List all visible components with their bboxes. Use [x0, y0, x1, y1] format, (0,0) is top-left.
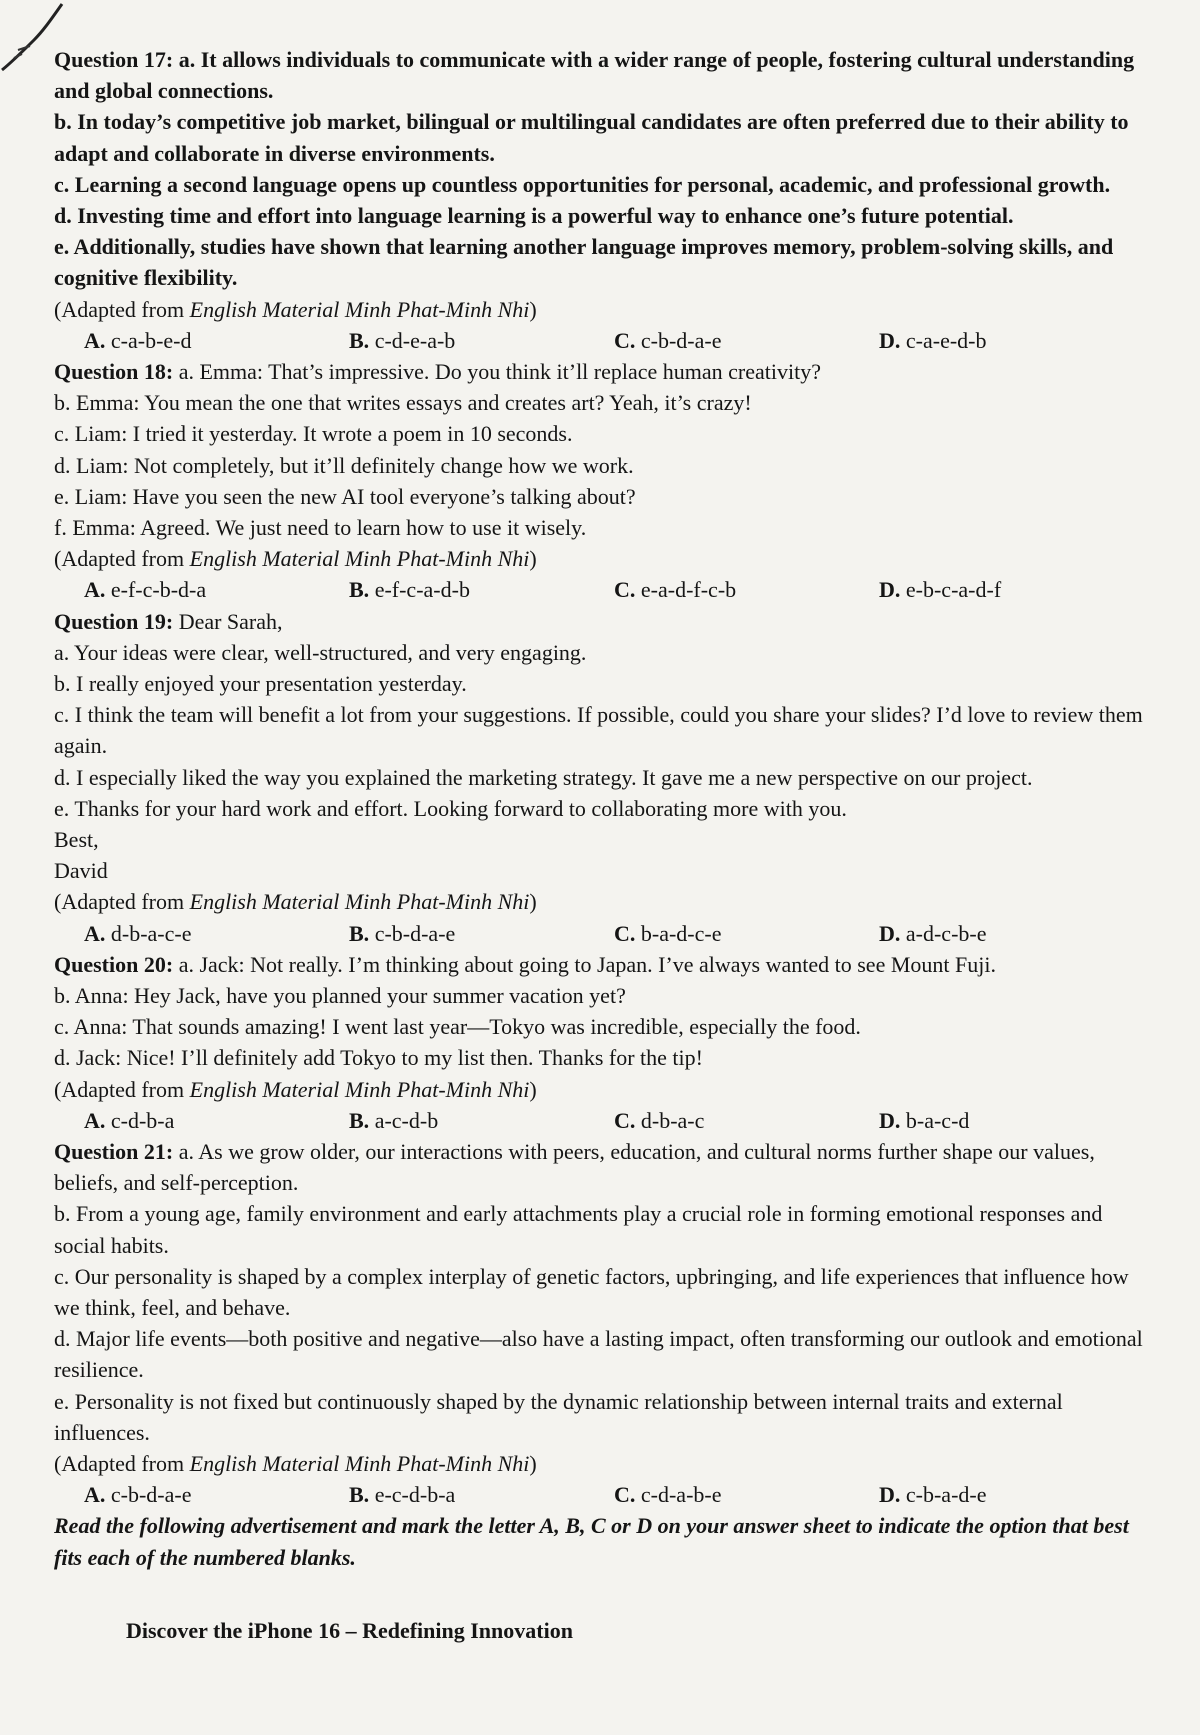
question-line: e. Liam: Have you seen the new AI tool everyone’s talking about?: [54, 483, 636, 509]
question-line: c. Anna: That sounds amazing! I went last year—Tokyo was incredible, especially the food.: [54, 1014, 861, 1040]
answer-options: [54, 574, 1144, 605]
question-line: d. I especially liked the way you explained the marketing strategy. It gave me a new perspective on our project.: [54, 764, 1033, 790]
source-citation: (Adapted from English Material Minh Phat-Minh Nhi): [54, 889, 537, 915]
question-18: [54, 356, 1144, 543]
question-line: c. Our personality is shaped by a complex interplay of genetic factors, upbringing, and life experiences that influence how we think, feel, and behave.: [54, 1263, 1129, 1321]
question-line: c. Learning a second language opens up countless opportunities for personal, academic, and professional growth.: [54, 171, 1111, 197]
option-d[interactable]: D. a-d-c-b-e: [879, 920, 987, 946]
option-d[interactable]: D. b-a-c-d: [879, 1107, 970, 1133]
option-d[interactable]: D. c-b-a-d-e: [879, 1482, 987, 1508]
option-c[interactable]: C. c-d-a-b-e: [614, 1482, 722, 1508]
question-line: f. Emma: Agreed. We just need to learn how to use it wisely.: [54, 515, 587, 541]
option-b[interactable]: B. c-d-e-a-b: [349, 327, 456, 353]
question-line: b. Anna: Hey Jack, have you planned your summer vacation yet?: [54, 983, 626, 1009]
source-citation: (Adapted from English Material Minh Phat-Minh Nhi): [54, 546, 537, 572]
question-line: b. From a young age, family environment and early attachments play a crucial role in forming emotional responses and social habits.: [54, 1201, 1103, 1258]
exam-page: [54, 44, 1144, 1646]
question-line: d. Investing time and effort into language learning is a powerful way to enhance one’s future potential.: [54, 203, 1014, 229]
option-c[interactable]: C. d-b-a-c: [614, 1107, 705, 1133]
answer-options: [54, 325, 1144, 356]
answer-options: [54, 1105, 1144, 1136]
option-a[interactable]: A. d-b-a-c-e: [84, 920, 192, 946]
question-label: Question 20:: [54, 951, 174, 977]
question-line: d. Major life events—both positive and negative—also have a lasting impact, often transforming our outlook and emotional resilience.: [54, 1326, 1143, 1383]
question-21: [54, 1136, 1144, 1448]
question-line: a. As we grow older, our interactions with peers, education, and cultural norms further shape our values, beliefs, and self-perception.: [54, 1139, 1095, 1196]
question-line: Dear Sarah,: [178, 608, 283, 634]
source-citation: (Adapted from English Material Minh Phat-Minh Nhi): [54, 1451, 537, 1477]
section-instruction: Read the following advertisement and mark the letter A, B, C or D on your answer sheet to indicate the option that best fits each of the numbered blanks.: [54, 1513, 1129, 1570]
option-d[interactable]: D. c-a-e-d-b: [879, 327, 987, 353]
question-line: b. Emma: You mean the one that writes essays and creates art? Yeah, it’s crazy!: [54, 390, 752, 416]
option-c[interactable]: C. c-b-d-a-e: [614, 327, 722, 353]
question-label: Question 18:: [54, 359, 174, 385]
option-b[interactable]: B. c-b-d-a-e: [349, 920, 456, 946]
source-citation: (Adapted from English Material Minh Phat-Minh Nhi): [54, 296, 537, 322]
option-b[interactable]: B. a-c-d-b: [349, 1107, 439, 1133]
question-line: a. Emma: That’s impressive. Do you think it’ll replace human creativity?: [178, 359, 821, 385]
question-line: a. It allows individuals to communicate with a wider range of people, fostering cultural understanding and global connections.: [54, 47, 1135, 104]
option-a[interactable]: A. c-b-d-a-e: [84, 1482, 192, 1508]
question-line: c. I think the team will benefit a lot from your suggestions. If possible, could you share your slides? I’d love to review them again.: [54, 702, 1143, 759]
question-line: e. Additionally, studies have shown that learning another language improves memory, problem-solving skills, and cognitive flexibility.: [54, 234, 1114, 291]
question-19: [54, 606, 1144, 887]
option-c[interactable]: C. b-a-d-c-e: [614, 920, 722, 946]
source-citation: (Adapted from English Material Minh Phat-Minh Nhi): [54, 1076, 537, 1102]
question-line: d. Jack: Nice! I’ll definitely add Tokyo to my list then. Thanks for the tip!: [54, 1045, 703, 1071]
question-line: c. Liam: I tried it yesterday. It wrote a poem in 10 seconds.: [54, 421, 573, 447]
question-line: e. Personality is not fixed but continuously shaped by the dynamic relationship between internal traits and external influences.: [54, 1388, 1063, 1445]
option-a[interactable]: A. c-a-b-e-d: [84, 327, 192, 353]
option-a[interactable]: A. e-f-c-b-d-a: [84, 577, 207, 603]
option-a[interactable]: A. c-d-b-a: [84, 1107, 175, 1133]
option-d[interactable]: D. e-b-c-a-d-f: [879, 577, 1002, 603]
question-line: e. Thanks for your hard work and effort. Looking forward to collaborating more with you.: [54, 795, 847, 821]
answer-options: [54, 918, 1144, 949]
option-b[interactable]: B. e-c-d-b-a: [349, 1482, 456, 1508]
question-line: a. Jack: Not really. I’m thinking about going to Japan. I’ve always wanted to see Mount Fuji.: [178, 951, 996, 977]
question-line: David: [54, 858, 108, 884]
question-17: [54, 44, 1144, 294]
question-line: b. In today’s competitive job market, bilingual or multilingual candidates are often preferred due to their ability to adapt and collaborate in diverse environments.: [54, 109, 1129, 166]
option-c[interactable]: C. e-a-d-f-c-b: [614, 577, 737, 603]
answer-options: [54, 1479, 1144, 1510]
question-line: a. Your ideas were clear, well-structured, and very engaging.: [54, 639, 587, 665]
option-b[interactable]: B. e-f-c-a-d-b: [349, 577, 470, 603]
question-line: Best,: [54, 827, 99, 853]
advert-title: Discover the iPhone 16 – Redefining Innovation: [126, 1617, 573, 1643]
question-label: Question 17:: [54, 47, 174, 72]
question-label: Question 21:: [54, 1139, 174, 1165]
question-label: Question 19:: [54, 608, 174, 634]
question-20: [54, 949, 1144, 1074]
question-line: d. Liam: Not completely, but it’ll definitely change how we work.: [54, 452, 634, 478]
question-line: b. I really enjoyed your presentation yesterday.: [54, 671, 467, 697]
